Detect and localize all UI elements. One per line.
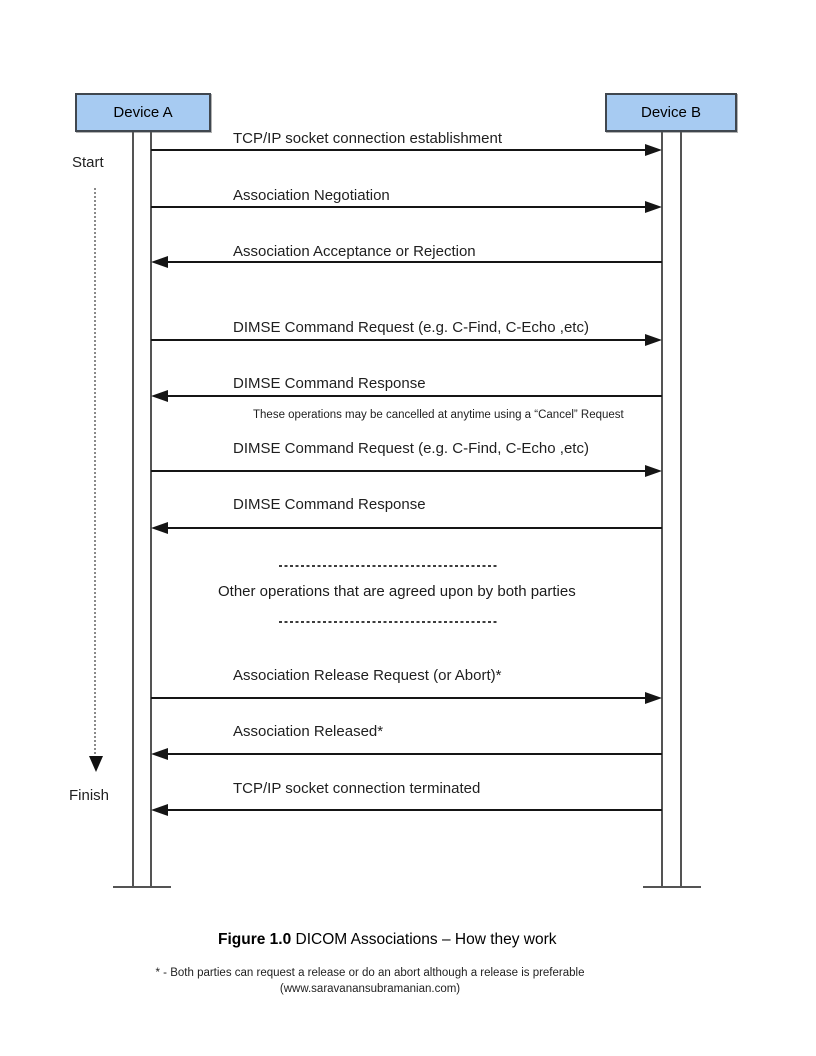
- arrow-right-icon: [645, 334, 662, 346]
- footnote: [58, 965, 682, 997]
- lifeline-device-b-foot: [643, 886, 701, 888]
- message-arrow-line: [151, 470, 647, 472]
- message-label: TCP/IP socket connection terminated: [233, 780, 481, 797]
- arrow-right-icon: [645, 144, 662, 156]
- timeline-finish-label: Finish: [69, 787, 110, 804]
- lifeline-device-a-right: [150, 132, 152, 887]
- message-label: DIMSE Command Request (e.g. C-Find, C-Echo ,etc): [233, 319, 589, 336]
- message-arrow-line: [151, 206, 647, 208]
- other-operations-label: Other operations that are agreed upon by both parties: [218, 583, 576, 600]
- message-label: Association Released*: [233, 723, 384, 740]
- arrow-left-icon: [151, 804, 168, 816]
- message-arrow-line: [167, 261, 662, 263]
- arrow-right-icon: [645, 692, 662, 704]
- lifeline-device-a-foot: [113, 886, 171, 888]
- message-arrow-line: [151, 339, 647, 341]
- arrow-left-icon: [151, 256, 168, 268]
- arrow-right-icon: [645, 465, 662, 477]
- actor-box-device-b: Device B: [605, 93, 737, 132]
- arrow-left-icon: [151, 522, 168, 534]
- lifeline-device-a-left: [132, 132, 134, 887]
- timeline-start-label: Start: [72, 154, 104, 171]
- footnote-line1: * - Both parties can request a release or do an abort although a release is preferable: [155, 967, 585, 979]
- message-label: TCP/IP socket connection establishment: [233, 130, 503, 147]
- separator-dashed-line: [279, 621, 497, 623]
- arrow-left-icon: [151, 390, 168, 402]
- actor-box-device-a: Device A: [75, 93, 211, 132]
- message-arrow-line: [167, 753, 662, 755]
- message-arrow-line: [167, 809, 662, 811]
- message-label: Association Negotiation: [233, 187, 390, 204]
- message-label: Association Release Request (or Abort)*: [233, 667, 502, 684]
- footnote-line2: (www.saravanansubramanian.com): [279, 983, 461, 995]
- arrow-right-icon: [645, 201, 662, 213]
- arrow-down-icon: [89, 756, 103, 772]
- separator-dashed-line: [279, 565, 497, 567]
- timeline-dotted-line: [94, 188, 96, 754]
- figure-caption: [218, 931, 557, 949]
- message-arrow-line: [167, 395, 662, 397]
- figure-caption-number: Figure 1.0: [218, 931, 292, 948]
- message-arrow-line: [151, 149, 647, 151]
- lifeline-device-b-right: [680, 132, 682, 888]
- cancel-note: These operations may be cancelled at anytime using a “Cancel” Request: [253, 409, 624, 421]
- message-label: DIMSE Command Response: [233, 375, 426, 392]
- message-arrow-line: [151, 697, 647, 699]
- figure-caption-title: DICOM Associations – How they work: [291, 931, 557, 948]
- message-label: Association Acceptance or Rejection: [233, 243, 476, 260]
- lifeline-device-b-left: [661, 132, 663, 888]
- message-arrow-line: [167, 527, 662, 529]
- message-label: DIMSE Command Response: [233, 496, 426, 513]
- message-label: DIMSE Command Request (e.g. C-Find, C-Echo ,etc): [233, 440, 589, 457]
- arrow-left-icon: [151, 748, 168, 760]
